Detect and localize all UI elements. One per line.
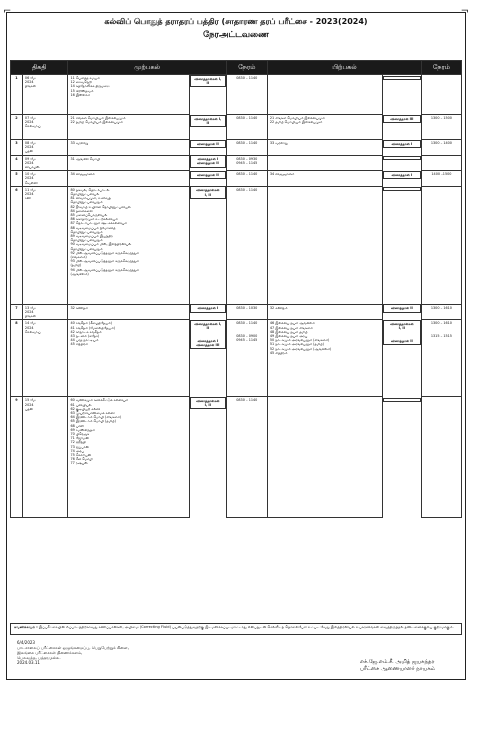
col-time-am: நேரம் — [226, 61, 267, 75]
afternoon-paper: வினாத்தாள் III — [383, 115, 421, 123]
morning-subject: 87 தொடர்பாடலும் ஊடகக்கல்வியும் — [70, 221, 128, 226]
morning-subject: 14 கத்தோலிக்க திருமறை — [70, 84, 110, 89]
afternoon-paper: வினாத்தாள்கள் I, II வினாத்தாள் II — [383, 320, 421, 345]
morning-subject: 70 பிரெஞ்சு — [70, 432, 90, 437]
row-number: 5 — [11, 171, 23, 187]
afternoon-subjects — [267, 75, 382, 115]
row-number: 2 — [11, 115, 23, 140]
morning-subject: 73 ஜப்பான் — [70, 444, 89, 449]
row-number: 9 — [11, 397, 23, 518]
afternoon-paper — [383, 156, 421, 160]
morning-paper: வினாத்தாள்கள் I, II — [190, 75, 226, 87]
morning-subjects — [68, 397, 189, 518]
morning-subject: 11 பௌத்த சமயம் — [70, 76, 100, 80]
morning-subject: 90 வடிவமைப்பும் மின், இலத்திரனியல் — [70, 242, 132, 247]
morning-subject: 89 வடிவமைப்பும் இயந்திர — [70, 234, 113, 239]
morning-subject: 76 சீன மொழி — [70, 457, 93, 462]
signatory-title: பரீட்சை ஆணையாளர் நாயகம் — [359, 666, 435, 672]
morning-subject: தொழினுட்பவியலும் — [70, 229, 103, 234]
afternoon-time — [421, 155, 461, 171]
afternoon-time — [421, 186, 461, 304]
morning-subject: 88 வடிவமைப்பும் நிர்மாணத் — [70, 225, 116, 230]
afternoon-subject: 46 இலக்கிய நயம் ஆங்கிலம் — [269, 321, 315, 326]
row-date: 09 மே 2024 வியாழன் — [22, 155, 68, 171]
afternoon-subjects — [267, 115, 382, 140]
morning-subject: 62 குடியியற் கல்வி — [70, 406, 101, 411]
morning-subject: 12 சைவநெறி — [70, 80, 92, 85]
morning-subject: (தமிழ்) — [70, 263, 82, 268]
morning-time: 0830 – 1140 — [226, 75, 267, 115]
col-time-pm: நேரம் — [421, 61, 461, 75]
afternoon-time: 1300 – 1610 — [421, 304, 461, 320]
row-date: 11 மே 2024 சனி — [22, 186, 68, 304]
morning-subjects — [68, 155, 189, 171]
morning-subject: தொழினுட்பவியல் — [70, 192, 100, 197]
footer-date: 6/4/2023 — [17, 640, 35, 645]
afternoon-subject: 22 தமிழ் மொழியும் இலக்கியமும் — [269, 120, 323, 125]
morning-time: 0830 – 1140 — [226, 115, 267, 140]
morning-subject: 86 சுகாதாரமும் உடற்கல்வியும் — [70, 217, 118, 222]
afternoon-subject: 49 இலக்கிய நயம் அரபு — [269, 334, 308, 339]
morning-subject: 41 சங்கீதம் (மேலைத்தேயம்) — [70, 325, 116, 330]
morning-subjects — [68, 186, 189, 304]
morning-subject: 43 நடனம் (சுதேச) — [70, 334, 100, 339]
document-title: கல்விப் பொதுத் தராதரப் பத்திர (சாதாரண தரப் பரீட்சை - 2023(2024) — [104, 17, 368, 26]
morning-subject: 69 சமஸ்கிருதம் — [70, 427, 95, 432]
signatory-name: எச்.ஜே.எம்.சீ. அமித் ஜயசுந்தர — [359, 659, 435, 665]
afternoon-subjects — [267, 171, 382, 187]
afternoon-subject: 52 நாடகமும் அரங்கியலும் (ஆங்கிலம்) — [269, 346, 332, 351]
morning-time: 0830 – 1030 — [226, 304, 267, 320]
morning-time: 0830 – 1140 — [226, 171, 267, 187]
afternoon-time: 1300 – 1610 1315 – 1515 — [421, 320, 461, 397]
afternoon-subject: 48 இலக்கிய நயம் தமிழ் — [269, 329, 308, 334]
morning-subject: (சிங்களம்) — [70, 255, 87, 260]
morning-time: 0830 – 1140 — [226, 140, 267, 156]
afternoon-subjects — [267, 304, 382, 320]
afternoon-subjects — [267, 186, 382, 304]
header-row — [11, 61, 462, 75]
afternoon-subject: 32 கணிதம் — [269, 305, 288, 310]
afternoon-paper: வினாத்தாள் I — [383, 171, 421, 179]
timetable — [10, 60, 462, 518]
morning-subjects — [68, 304, 189, 320]
row-date: 14 மே 2024 செவ்வாய் — [22, 320, 68, 397]
morning-subject: 34 விஞ்ஞானம் — [70, 172, 95, 177]
morning-subject: 72 ஹிந்தி — [70, 440, 86, 445]
row-number: 6 — [11, 186, 23, 304]
row-date: 06 மே 2024 திங்கள் — [22, 75, 68, 115]
morning-subject: தொழினுட்பவியலும் — [70, 246, 103, 251]
row-number: 3 — [11, 140, 23, 156]
morning-subject: 42 கர்நாடக சங்கீதம் — [70, 329, 102, 334]
morning-subject: 45 சித்திரம் — [70, 342, 88, 347]
afternoon-paper — [383, 398, 421, 402]
morning-subject: 40 சங்கீதம் (கீழைத்தேயம்) — [70, 321, 113, 326]
row-number: 1 — [11, 75, 23, 115]
afternoon-time: 1300 – 1400 — [421, 140, 461, 156]
col-morning: முற்பகல் — [68, 61, 226, 75]
timetable-body — [11, 75, 462, 518]
timetable-row — [11, 397, 462, 518]
afternoon-subjects — [267, 320, 382, 397]
footer-note — [10, 623, 462, 635]
address-line-1: பாடசாலைப் பரீட்சைகள் ஒழுங்கமைப்பு, பெறுபேற்றுக் கிளை, — [17, 645, 129, 650]
timetable-row — [11, 115, 462, 140]
morning-time: 0830 – 1140 — [226, 186, 267, 304]
morning-subject: 68 பாளி — [70, 423, 84, 428]
morning-subject: 32 கணிதம் — [70, 305, 88, 310]
col-afternoon: பிற்பகல் — [267, 61, 421, 75]
morning-paper: வினாத்தாள் I — [190, 304, 226, 312]
timetable-row — [11, 320, 462, 397]
morning-subject: 15 கிறிஸ்தவம் — [70, 88, 94, 93]
afternoon-paper — [383, 187, 421, 191]
timetable-row — [11, 75, 462, 115]
note-label: கவனிக்கவும் : — [14, 625, 38, 629]
timetable-row — [11, 304, 462, 320]
afternoon-subject: 34 விஞ்ஞானம் — [269, 172, 295, 177]
morning-subjects — [68, 140, 189, 156]
morning-paper: வினாத்தாள் II — [190, 171, 226, 179]
morning-subject: 21 சிங்கள மொழியும் இலக்கியமும் — [70, 116, 126, 120]
afternoon-subjects — [267, 140, 382, 156]
morning-subject: 44 பரத நாட்டியம் — [70, 338, 99, 343]
morning-subject: 81 விவசாயமும், உணவுத் — [70, 196, 111, 201]
morning-subject: தொழினுட்பவியலும் — [70, 200, 103, 205]
timetable-page — [3, 6, 469, 680]
morning-subject: (ஆங்கிலம்) — [70, 271, 89, 276]
row-date: 07 மே 2024 செவ்வாய் — [22, 115, 68, 140]
morning-subject: 84 தனைகலை — [70, 208, 93, 213]
morning-paper: வினாத்தாள் II — [190, 140, 226, 148]
morning-subject: 65 இரண்டாம் மொழி (தமிழ்) — [70, 419, 116, 424]
morning-paper: வினாத்தாள்கள் I, II — [190, 397, 226, 409]
col-date: திகதி — [11, 61, 68, 75]
morning-time: 0830 – 1140 0830 – 0900 0945 – 1145 — [226, 320, 267, 397]
morning-subject: 31 ஆங்கில மொழி — [70, 156, 101, 161]
morning-paper: வினாத்தாள் I வினாத்தாள் II — [190, 155, 226, 167]
corner-mark-top-left: ⌐ — [3, 6, 12, 17]
morning-subject: 93 மின் ஆவணப்படுத்தலும் சுருக்கெழுத்தும் — [70, 259, 140, 264]
morning-paper: வினாத்தாள்கள் I, II வினாத்தாள் I வினாத்தாள் III — [190, 320, 226, 349]
morning-subject: 60 வணிகமும் கணக்கீட்டுக் கல்வியும் — [70, 398, 129, 403]
afternoon-time: 1300 – 1500 — [421, 115, 461, 140]
row-number: 7 — [11, 304, 23, 320]
morning-subject: 85 மனைப்பொருளியல் — [70, 213, 108, 218]
morning-subject: 33 வரலாறு — [70, 141, 89, 145]
address-line-2: இலங்கை பரீட்சைகள் திணைக்களம், — [17, 650, 83, 655]
morning-paper: வினாத்தாள்கள் I, II — [190, 186, 226, 198]
morning-subject: 92 மின் ஆவணப்படுத்தலும் சுருக்கெழுத்தும் — [70, 250, 140, 255]
morning-subject: 82 நீர்வாழ் உயிரின தொழினுட்பவியல் — [70, 204, 131, 209]
morning-subject: 74 அரபு — [70, 448, 84, 453]
morning-subject: 64 இரண்டாம் மொழி (சிங்களம்) — [70, 415, 122, 420]
address-line-4: 2024.03.11 — [17, 660, 40, 665]
afternoon-paper — [383, 76, 421, 80]
morning-subjects — [68, 75, 189, 115]
morning-subject: 22 தமிழ் மொழியும் இலக்கியமும் — [70, 120, 123, 125]
timetable-row — [11, 171, 462, 187]
row-number: 4 — [11, 155, 23, 171]
afternoon-subject: 47 இலக்கிய நயம் சிங்களம் — [269, 325, 313, 330]
row-date: 10 மே 2024 வெள்ளி — [22, 171, 68, 187]
row-date: 13 மே 2024 திங்கள் — [22, 304, 68, 320]
afternoon-time — [421, 397, 461, 518]
morning-subjects — [68, 320, 189, 397]
afternoon-subject: 21 சிங்கள மொழியும் இலக்கியமும் — [269, 116, 325, 120]
document-subtitle: நேரஅட்டவணை — [203, 30, 269, 40]
morning-subject: 61 புவியியல் — [70, 402, 92, 407]
footer-address — [17, 640, 129, 665]
morning-subjects — [68, 171, 189, 187]
morning-time: 0830 – 0930 0945 – 1145 — [226, 155, 267, 171]
note-text: இப்பரீட்சையின் எப்பாடத்திற்காவது கணிப்பான்கள், அழிமை (Correcting Fluid) பயன்படுத்துவதற்கு இடமளிக்கப்படமாட்டாது என்பதுடன் செல்லிடத் தொலைபேசி உட்பட வேறு இலத்திரனியல் உபகரணங்கள் வைத்திருத்தல் தண்டனைக்குரிய குற்றமாகும். — [38, 625, 454, 629]
timetable-row — [11, 186, 462, 304]
morning-subject: தொழினுட்பவியலும் — [70, 238, 103, 243]
morning-subject: 63 முயற்சியாண்மைக் கல்வி — [70, 411, 115, 416]
morning-subject: 94 மின் ஆவணப்படுத்தலும் சுருக்கெழுத்தும் — [70, 267, 140, 272]
morning-subject: 80 தகவல், தொடர்பாடல் — [70, 187, 110, 192]
row-date: 15 மே 2024 புதன் — [22, 397, 68, 518]
morning-subject: 77 ரஷ்யன் — [70, 461, 88, 466]
afternoon-subjects — [267, 155, 382, 171]
timetable-row — [11, 155, 462, 171]
morning-subjects — [68, 115, 189, 140]
morning-subject: 75 கொரியன் — [70, 453, 92, 458]
morning-time: 0830 – 1140 — [226, 397, 267, 518]
afternoon-subjects — [267, 397, 382, 518]
row-number: 8 — [11, 320, 23, 397]
afternoon-time: 1400 –1500 — [421, 171, 461, 187]
morning-subject: 16 இஸ்லாம் — [70, 92, 91, 97]
morning-subject: 71 ஜேர்மன் — [70, 436, 89, 441]
morning-paper: வினாத்தாள்கள் I, II — [190, 115, 226, 127]
afternoon-subject: 45 சித்திரம் — [269, 350, 288, 355]
row-date: 08 மே 2024 புதன் — [22, 140, 68, 156]
afternoon-paper: வினாத்தாள் I — [383, 140, 421, 148]
address-line-3: பெலவத்த, பத்தரமுல்ல. — [17, 655, 61, 660]
afternoon-time — [421, 75, 461, 115]
timetable-row — [11, 140, 462, 156]
corner-mark-top-right: ¬ — [460, 6, 469, 17]
afternoon-subject: 33 வரலாறு — [269, 141, 288, 145]
afternoon-paper: வினாத்தாள் II — [383, 304, 421, 312]
footer-signature — [360, 659, 435, 673]
afternoon-subject: 51 நாடகமும் அரங்கியலும் (தமிழ்) — [269, 342, 325, 347]
afternoon-subject: 50 நாடகமும் அரங்கியலும் (சிங்களம்) — [269, 338, 330, 343]
